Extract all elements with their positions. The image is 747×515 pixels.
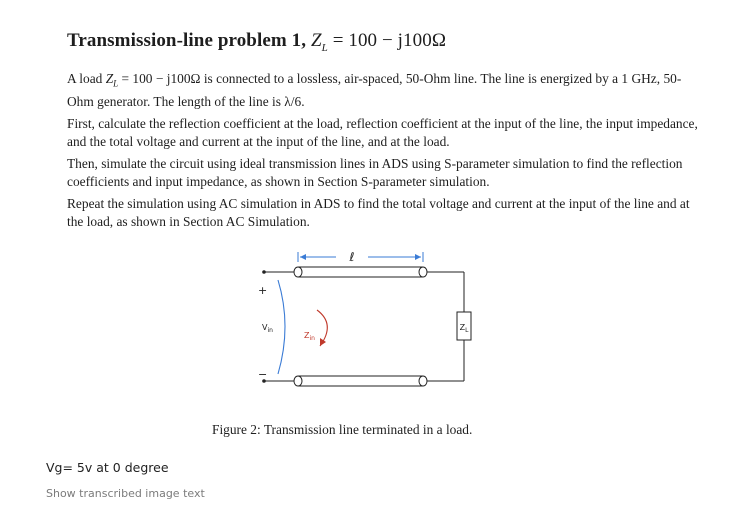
transmission-line-diagram	[240, 246, 480, 396]
length-label: ℓ	[349, 250, 355, 264]
transmission-line-figure	[240, 246, 480, 396]
show-transcribed-link[interactable]: Show transcribed image text	[46, 487, 205, 500]
problem-document	[67, 30, 703, 235]
generator-voltage-note: Vg= 5v at 0 degree	[46, 460, 169, 475]
terminal-top	[262, 270, 266, 274]
vin-bracket-curve	[278, 280, 285, 374]
dim-arrowhead-right	[415, 254, 421, 260]
minus-sign: −	[258, 368, 268, 381]
top-line-end-left	[294, 267, 302, 277]
vin-label: $V_{in}$	[262, 323, 273, 334]
problem-title: Transmission-line problem 1, $Z_L = 100 - j100\Omega$	[67, 30, 447, 54]
paragraph-load-description: A load $Z_L = 100 - j100\Omega$ is connected to a lossless, air-spaced, 50-Ohm line. The line is energized by a 1 GHz, 50-Ohm generator. The length of the line is λ/6.	[67, 70, 682, 109]
zin-arrowhead	[320, 338, 326, 346]
figure-caption: Figure 2: Transmission line terminated in a load.	[212, 422, 473, 437]
paragraph-calculate: First, calculate the reflection coefficient at the load, reflection coefficient at the input of the line, the input impedance, and the total voltage and current at the input of the line, and at the load.	[67, 116, 698, 149]
top-line-end-right	[419, 267, 427, 277]
bottom-line-end-left	[294, 376, 302, 386]
bottom-line-end-right	[419, 376, 427, 386]
paragraph-sparam-sim: Then, simulate the circuit using ideal transmission lines in ADS using S-parameter simulation to find the reflection coefficients and input impedance, as shown in Section S-parameter simulation.	[67, 156, 683, 189]
dim-arrowhead-left	[300, 254, 306, 260]
zl-label: $Z_L$	[459, 323, 469, 334]
plus-sign: +	[258, 284, 268, 297]
paragraph-ac-sim: Repeat the simulation using AC simulation in ADS to find the total voltage and current at the input of the line and at the load, as shown in Section AC Simulation.	[67, 196, 690, 229]
zin-label: $Z_{in}$	[304, 331, 315, 342]
